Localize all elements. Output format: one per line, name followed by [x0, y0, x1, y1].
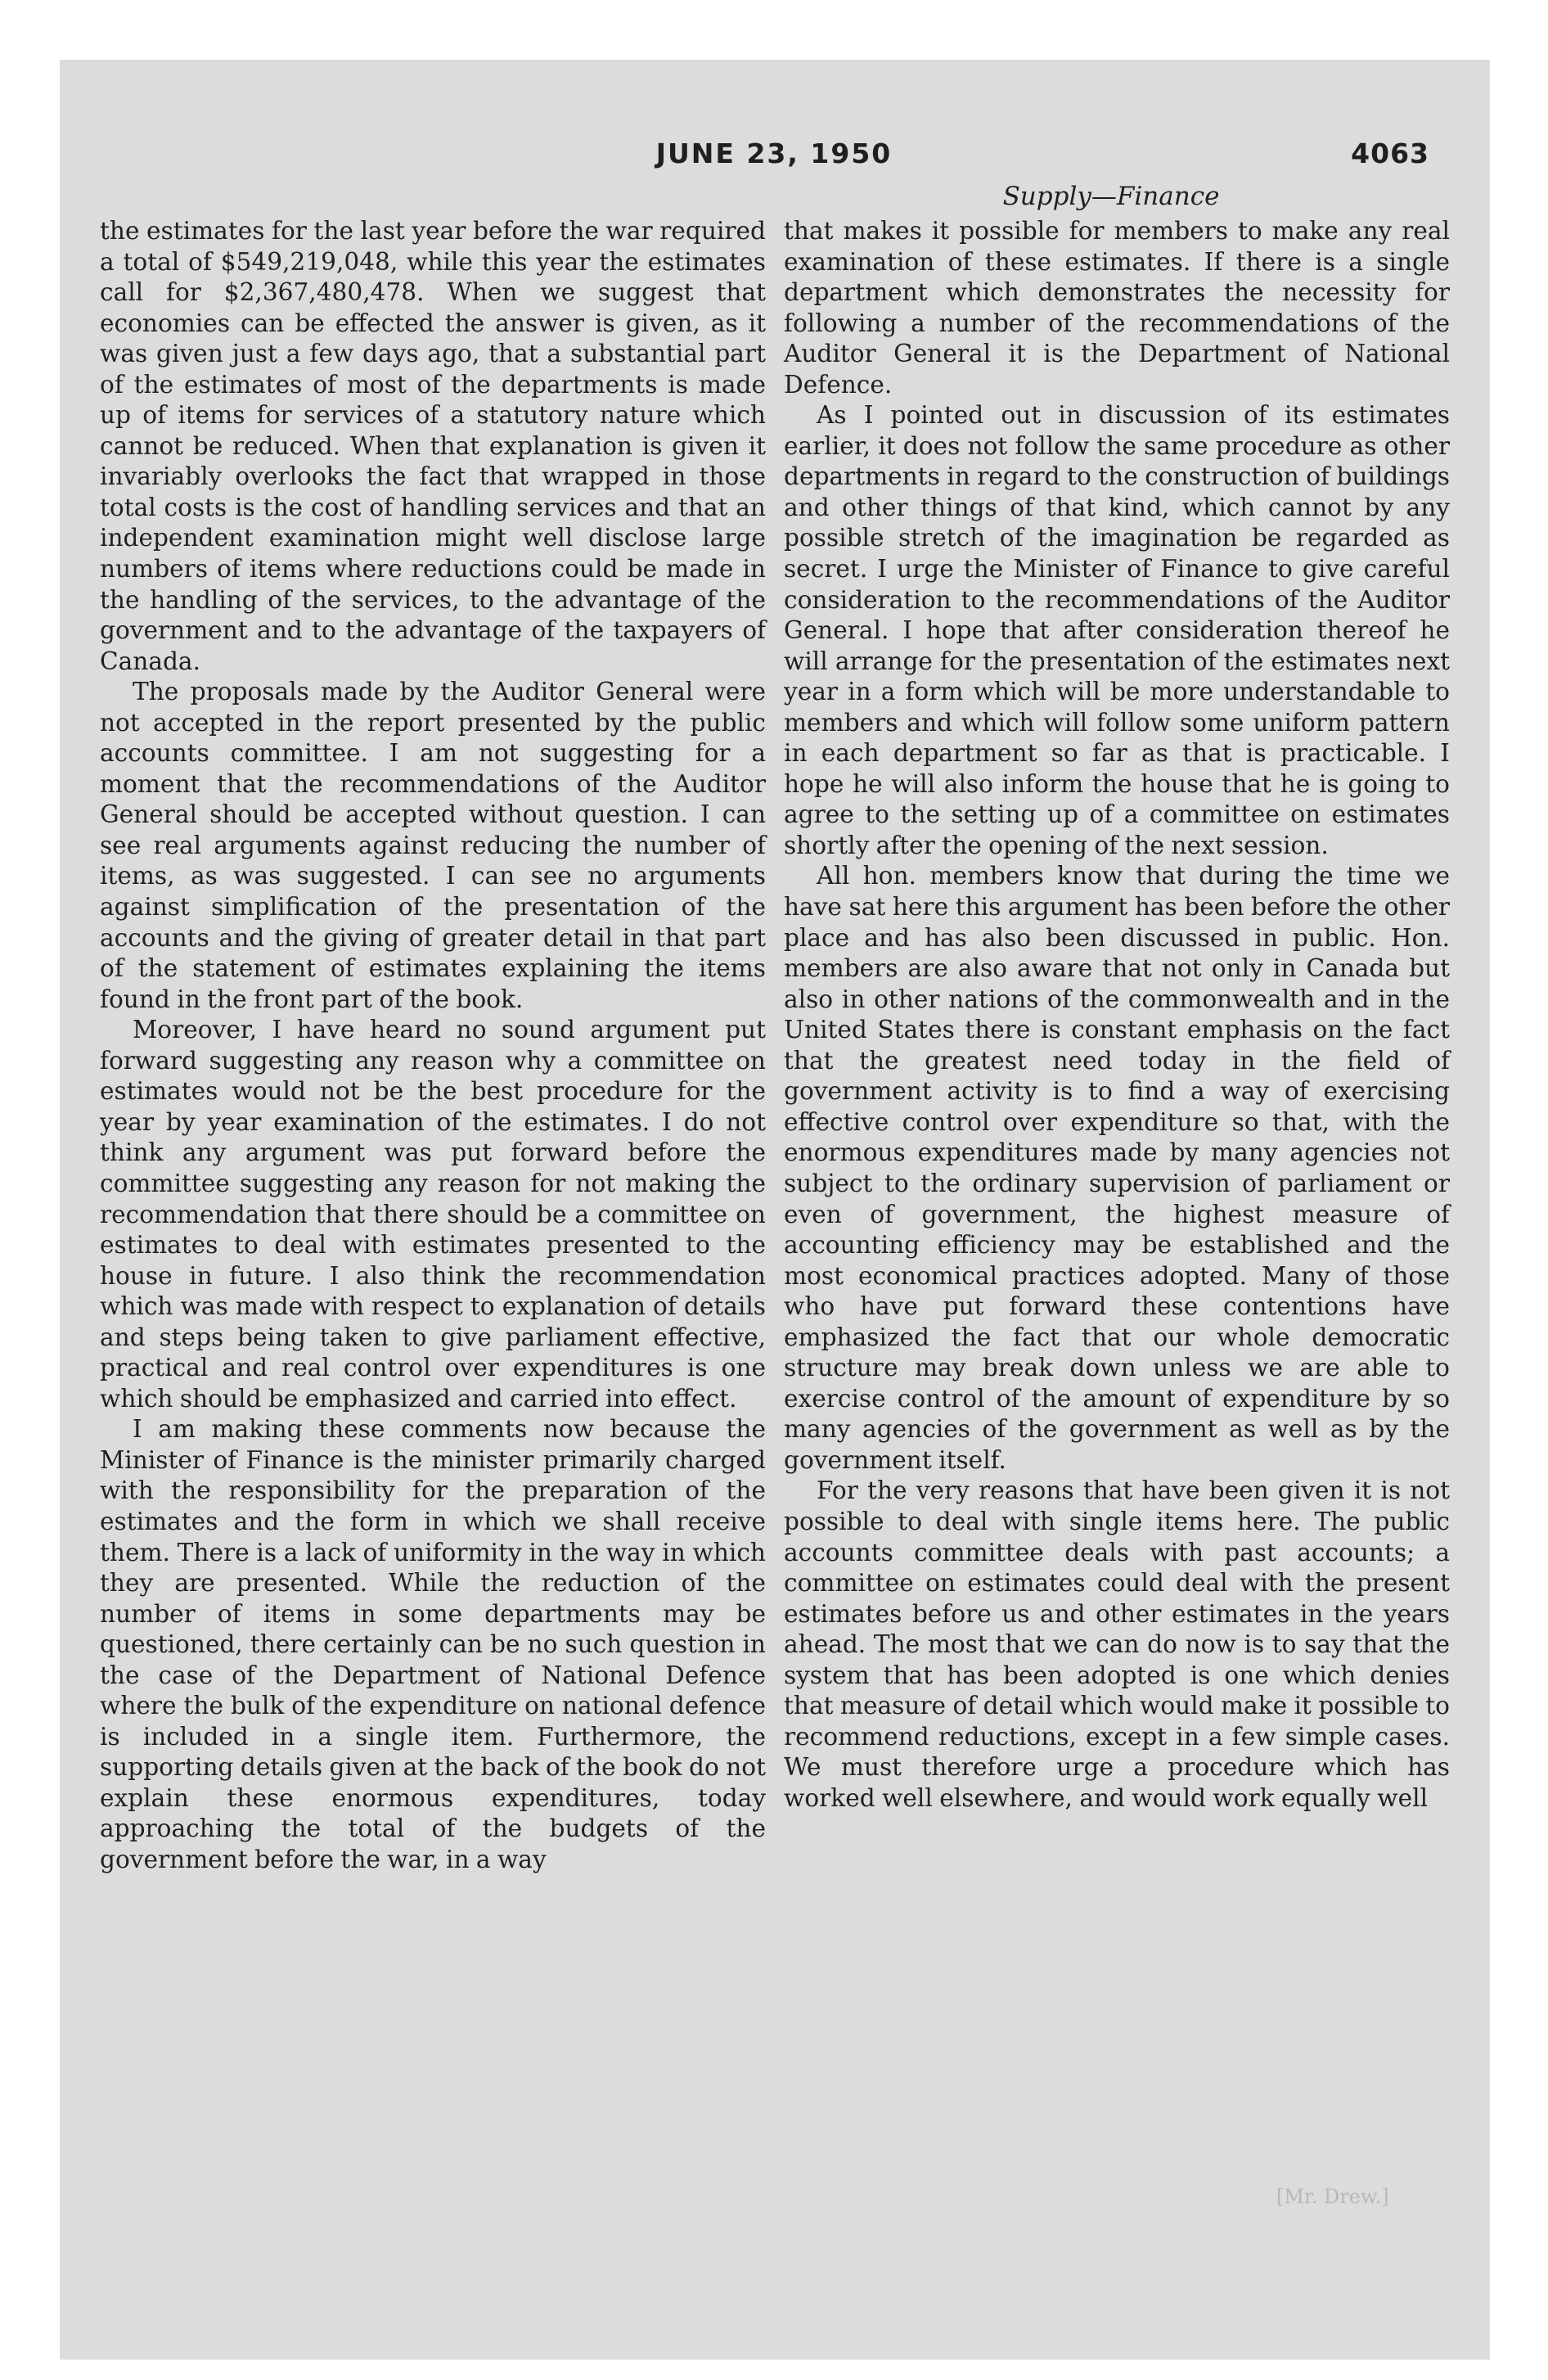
left-column: [100, 216, 766, 1876]
running-head: [0, 0, 1548, 213]
paragraph: As I pointed out in discussion of its estimates earlier, it does not follow the same procedure as other departments in regard to the construction of buildings and other things of that kind, which cannot by any possible stretch of the imagination be regarded as secret. I urge the Minister of Finance to give careful consideration to the recommendations of the Auditor General. I hope that after consideration thereof he will arrange for the presentation of the estimates next year in a form which will be more understandable to members and which will follow some uniform pattern in each department so far as that is practicable. I hope he will also inform the house that he is going to agree to the setting up of a committee on estimates shortly after the opening of the next session.: [784, 401, 1450, 859]
paragraph: All hon. members know that during the time we have sat here this argument has been before the other place and has also been discussed in public. Hon. members are also aware that not only in Canada but also in other nations of the commonwealth and in the United States there is constant emphasis on the fact that the greatest need today in the field of government activity is to find a way of exercising effective control over expenditure so that, with the enormous expenditures made by many agencies not subject to the ordinary supervision of parliament or even of government, the highest measure of accounting efficiency may be established and the most economical practices adopted. Many of those who have put forward these contentions have emphasized the fact that our whole democratic structure may break down unless we are able to exercise control of the amount of expenditure by so many agencies of the government as well as by the government itself.: [784, 862, 1450, 1474]
section-heading: Supply—Finance: [1002, 182, 1220, 211]
paragraph: that makes it possible for members to make any real examination of these estimates. If there is a single department which demonstrates the necessity for following a number of the recommendations of the Auditor General it is the Department of National Defence.: [784, 217, 1450, 399]
page-number: 4063: [1351, 137, 1429, 169]
paragraph: For the very reasons that have been given it is not possible to deal with single items here. The public accounts committee deals with past accounts; a committee on estimates could deal with the present estimates before us and other estimates in the years ahead. The most that we can do now is to say that the system that has been adopted is one which denies that measure of detail which would make it possible to recommend reductions, except in a few simple cases. We must therefore urge a procedure which has worked well elsewhere, and would work equally well: [784, 1476, 1450, 1812]
paragraph: the estimates for the last year before the war required a total of $549,219,048, while this year the estimates call for $2,367,480,478. When we suggest that economies can be effected the answer is given, as it was given just a few days ago, that a substantial part of the estimates of most of the departments is made up of items for services of a statutory nature which cannot be reduced. When that explanation is given it invariably overlooks the fact that wrapped in those total costs is the cost of handling services and that an independent examination might well disclose large numbers of items where reductions could be made in the handling of the services, to the advantage of the government and to the advantage of the taxpayers of Canada.: [100, 217, 766, 675]
paragraph: Moreover, I have heard no sound argument put forward suggesting any reason why a committee on estimates would not be the best procedure for the year by year examination of the estimates. I do not think any argument was put forward before the committee suggesting any reason for not making the recommendation that there should be a committee on estimates to deal with estimates presented to the house in future. I also think the recommendation which was made with respect to explanation of details and steps being taken to give parliament effective, practical and real control over expenditures is one which should be emphasized and carried into effect.: [100, 1016, 766, 1413]
paragraph: I am making these comments now because the Minister of Finance is the minister primarily charged with the responsibility for the preparation of the estimates and the form in which we shall receive them. There is a lack of uniformity in the way in which they are presented. While the reduction of the number of items in some departments may be questioned, there certainly can be no such question in the case of the Department of National Defence where the bulk of the expenditure on national defence is included in a single item. Furthermore, the supporting details given at the back of the book do not explain these enormous expenditures, today approaching the total of the budgets of the government before the war, in a way: [100, 1415, 766, 1873]
bleed-through-text: [Mr. Drew.]: [1276, 2185, 1389, 2208]
right-column: [784, 216, 1450, 1814]
page-date: JUNE 23, 1950: [655, 137, 893, 169]
paragraph: The proposals made by the Auditor General were not accepted in the report presented by the public accounts committee. I am not suggesting for a moment that the recommendations of the Auditor General should be accepted without question. I can see real arguments against reducing the number of items, as was suggested. I can see no arguments against simplification of the presentation of the accounts and the giving of greater detail in that part of the statement of estimates explaining the items found in the front part of the book.: [100, 678, 766, 1013]
